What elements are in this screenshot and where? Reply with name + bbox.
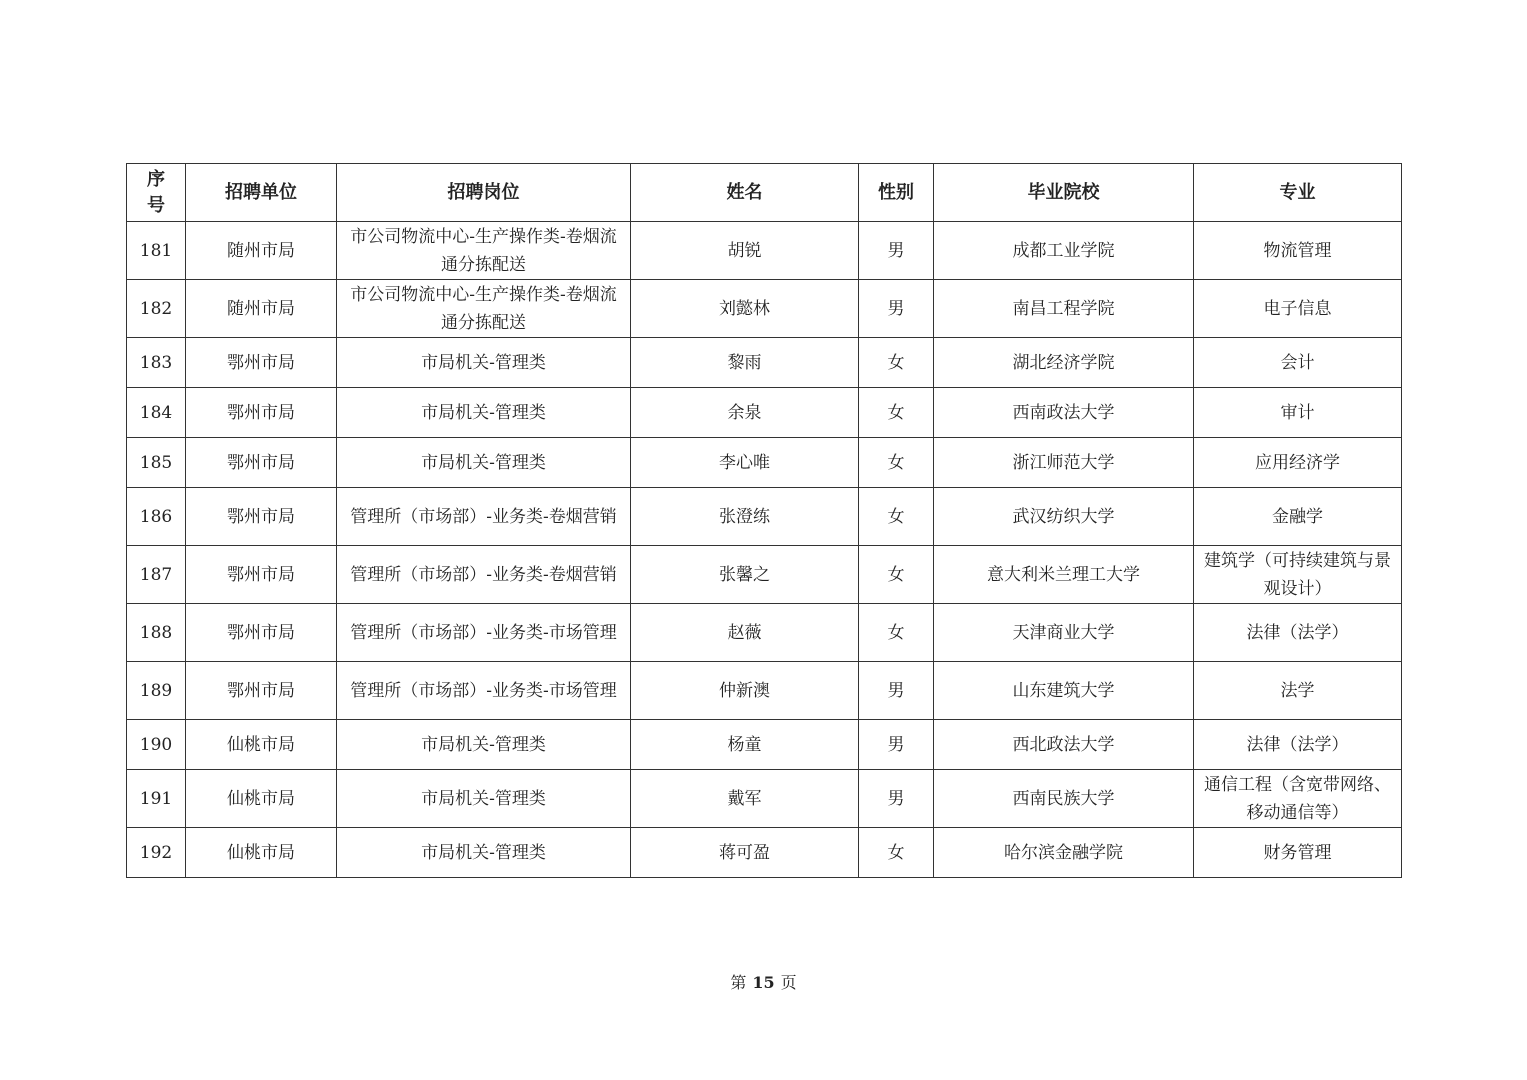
table-row: [127, 388, 1402, 438]
cell-no: 190: [127, 720, 186, 770]
cell-major: 应用经济学: [1194, 438, 1402, 488]
cell-no: 184: [127, 388, 186, 438]
cell-gender: 女: [859, 488, 934, 546]
cell-school: 西南政法大学: [934, 388, 1194, 438]
cell-no: 181: [127, 222, 186, 280]
page-number: 15: [752, 973, 775, 992]
table-row: [127, 546, 1402, 604]
cell-position: 管理所（市场部）-业务类-市场管理: [337, 604, 631, 662]
cell-unit: 鄂州市局: [186, 338, 337, 388]
cell-position: 管理所（市场部）-业务类-市场管理: [337, 662, 631, 720]
table-row: [127, 438, 1402, 488]
cell-name: 张澄练: [631, 488, 859, 546]
cell-position: 市局机关-管理类: [337, 388, 631, 438]
cell-major: 金融学: [1194, 488, 1402, 546]
cell-unit: 仙桃市局: [186, 770, 337, 828]
cell-gender: 女: [859, 546, 934, 604]
cell-school: 武汉纺织大学: [934, 488, 1194, 546]
cell-position: 市局机关-管理类: [337, 338, 631, 388]
cell-major: 财务管理: [1194, 828, 1402, 878]
cell-name: 赵薇: [631, 604, 859, 662]
table-row: [127, 770, 1402, 828]
table-row: [127, 222, 1402, 280]
cell-school: 浙江师范大学: [934, 438, 1194, 488]
cell-position: 市公司物流中心-生产操作类-卷烟流通分拣配送: [337, 222, 631, 280]
cell-gender: 男: [859, 662, 934, 720]
cell-major: 通信工程（含宽带网络、移动通信等）: [1194, 770, 1402, 828]
cell-name: 余泉: [631, 388, 859, 438]
cell-major: 法律（法学）: [1194, 604, 1402, 662]
page-label-prefix: 第: [730, 973, 747, 992]
cell-name: 李心唯: [631, 438, 859, 488]
cell-unit: 随州市局: [186, 280, 337, 338]
cell-name: 黎雨: [631, 338, 859, 388]
cell-name: 张馨之: [631, 546, 859, 604]
cell-major: 法律（法学）: [1194, 720, 1402, 770]
header-school: 毕业院校: [934, 164, 1194, 222]
table-row: [127, 720, 1402, 770]
cell-no: 191: [127, 770, 186, 828]
cell-unit: 鄂州市局: [186, 388, 337, 438]
cell-no: 183: [127, 338, 186, 388]
cell-position: 管理所（市场部）-业务类-卷烟营销: [337, 488, 631, 546]
cell-no: 186: [127, 488, 186, 546]
cell-name: 刘懿林: [631, 280, 859, 338]
cell-major: 会计: [1194, 338, 1402, 388]
cell-gender: 女: [859, 604, 934, 662]
cell-gender: 男: [859, 720, 934, 770]
cell-no: 182: [127, 280, 186, 338]
cell-unit: 鄂州市局: [186, 662, 337, 720]
cell-major: 物流管理: [1194, 222, 1402, 280]
cell-unit: 鄂州市局: [186, 488, 337, 546]
cell-school: 南昌工程学院: [934, 280, 1194, 338]
cell-school: 西南民族大学: [934, 770, 1194, 828]
header-unit: 招聘单位: [186, 164, 337, 222]
cell-position: 市局机关-管理类: [337, 720, 631, 770]
cell-major: 法学: [1194, 662, 1402, 720]
page-footer: [0, 970, 1527, 993]
header-name: 姓名: [631, 164, 859, 222]
header-no: 序号: [127, 164, 186, 222]
cell-unit: 鄂州市局: [186, 438, 337, 488]
cell-gender: 女: [859, 338, 934, 388]
cell-no: 188: [127, 604, 186, 662]
cell-school: 湖北经济学院: [934, 338, 1194, 388]
cell-name: 杨童: [631, 720, 859, 770]
cell-name: 胡锐: [631, 222, 859, 280]
cell-gender: 女: [859, 388, 934, 438]
cell-unit: 鄂州市局: [186, 604, 337, 662]
cell-gender: 女: [859, 828, 934, 878]
cell-school: 哈尔滨金融学院: [934, 828, 1194, 878]
cell-no: 192: [127, 828, 186, 878]
cell-major: 审计: [1194, 388, 1402, 438]
page-label-suffix: 页: [780, 973, 797, 992]
cell-position: 市公司物流中心-生产操作类-卷烟流通分拣配送: [337, 280, 631, 338]
cell-school: 西北政法大学: [934, 720, 1194, 770]
cell-school: 天津商业大学: [934, 604, 1194, 662]
cell-no: 187: [127, 546, 186, 604]
cell-major: 电子信息: [1194, 280, 1402, 338]
cell-unit: 仙桃市局: [186, 720, 337, 770]
cell-gender: 男: [859, 770, 934, 828]
table-row: [127, 488, 1402, 546]
cell-school: 成都工业学院: [934, 222, 1194, 280]
cell-gender: 男: [859, 280, 934, 338]
cell-name: 蒋可盈: [631, 828, 859, 878]
cell-unit: 随州市局: [186, 222, 337, 280]
cell-school: 山东建筑大学: [934, 662, 1194, 720]
table-row: [127, 662, 1402, 720]
cell-name: 戴军: [631, 770, 859, 828]
table-header-row: [127, 164, 1402, 222]
table-row: [127, 604, 1402, 662]
cell-major: 建筑学（可持续建筑与景观设计）: [1194, 546, 1402, 604]
cell-position: 市局机关-管理类: [337, 438, 631, 488]
header-position: 招聘岗位: [337, 164, 631, 222]
table-row: [127, 280, 1402, 338]
cell-position: 市局机关-管理类: [337, 770, 631, 828]
header-gender: 性别: [859, 164, 934, 222]
cell-unit: 鄂州市局: [186, 546, 337, 604]
cell-no: 185: [127, 438, 186, 488]
cell-unit: 仙桃市局: [186, 828, 337, 878]
cell-name: 仲新澳: [631, 662, 859, 720]
header-major: 专业: [1194, 164, 1402, 222]
table-row: [127, 338, 1402, 388]
cell-no: 189: [127, 662, 186, 720]
recruitment-table: [126, 163, 1402, 878]
table-row: [127, 828, 1402, 878]
cell-position: 管理所（市场部）-业务类-卷烟营销: [337, 546, 631, 604]
cell-school: 意大利米兰理工大学: [934, 546, 1194, 604]
cell-position: 市局机关-管理类: [337, 828, 631, 878]
cell-gender: 女: [859, 438, 934, 488]
cell-gender: 男: [859, 222, 934, 280]
